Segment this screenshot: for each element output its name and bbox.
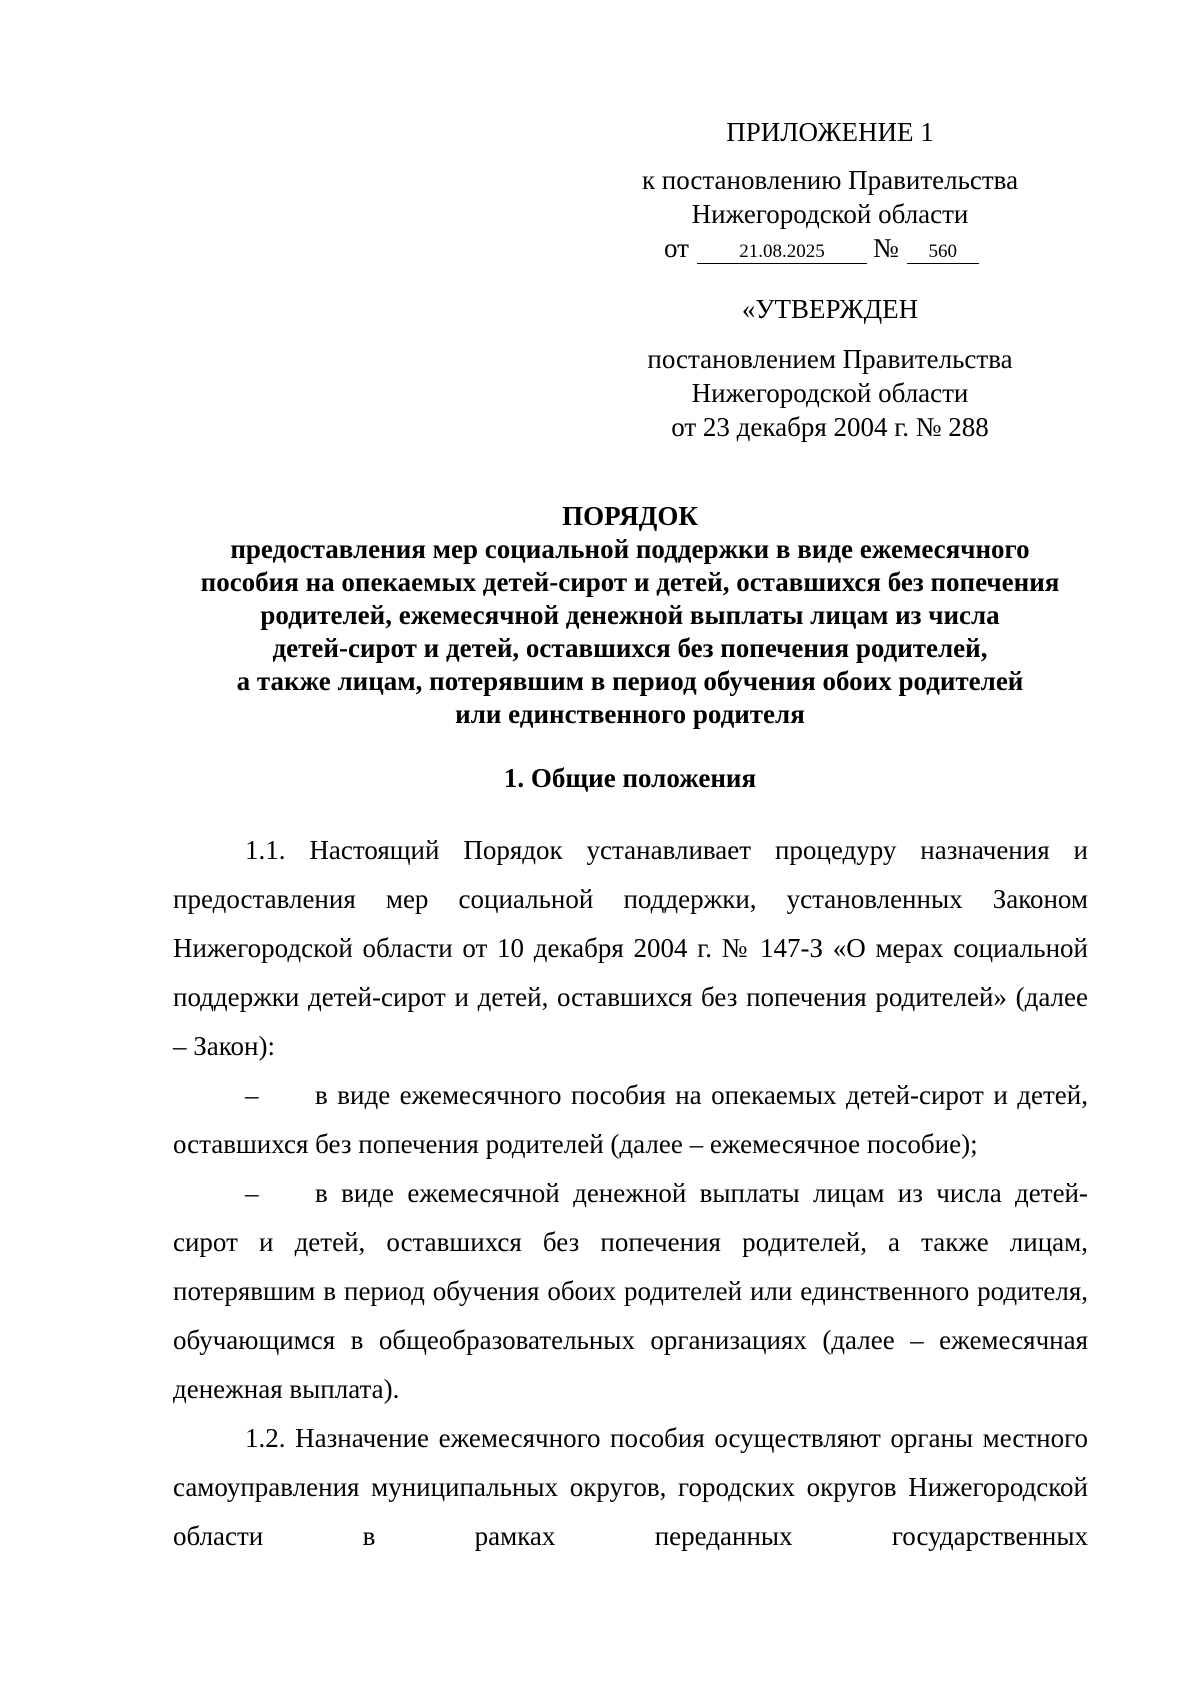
annex-title: ПРИЛОЖЕНИЕ 1 [726,117,934,147]
title-line: или единственного родителя [455,699,805,729]
paragraph-1-1: 1.1. Настоящий Порядок устанавливает процедуру назначения и предоставления мер социальной поддержки, установленных Законом Нижегородской области от 10 декабря 2004 г. № 147-З «О мерах социальной поддержки детей-сирот и детей, оставшихся без попечения родителей» (далее – Закон): [173,835,1088,1061]
dash-marker: – [245,1178,259,1208]
annex-date-row [664,231,979,265]
document-body [173,826,1088,1561]
title-line: родителей, ежемесячной денежной выплаты лицам из числа [260,600,1000,630]
approved-heading: «УТВЕРЖДЕН [741,294,919,324]
list-item [173,1071,1088,1169]
annex-reference-line1: к постановлению Правительства [641,165,1019,195]
list-item [173,1169,1088,1414]
list-item-text: в виде ежемесячного пособия на опекаемых детей-сирот и детей, оставшихся без попечения родителей (далее – ежемесячное пособие); [173,1080,1088,1159]
approved-line1: постановлением Правительства [647,344,1013,374]
paragraph-1-2: 1.2. Назначение ежемесячного пособия осуществляют органы местного самоуправления муниципальных округов, городских округов Нижегородской области в рамках переданных государственных [173,1423,1088,1551]
title-line: предоставления мер социальной поддержки в виде ежемесячного [230,534,1030,564]
annex-reference-line2: Нижегородской области [691,199,969,229]
annex-number: 560 [907,241,979,264]
approved-line3: от 23 декабря 2004 г. № 288 [671,412,989,442]
title-line: а также лицам, потерявшим в период обучения обоих родителей [236,666,1024,696]
annex-reference [620,163,1040,231]
document-title [130,500,1130,731]
approved-line2: Нижегородской области [691,378,969,408]
title-main: ПОРЯДОК [562,501,698,531]
dash-marker: – [245,1080,259,1110]
annex-number-label: № [872,233,899,263]
annex-from-label: от [664,233,689,263]
section-heading: 1. Общие положения [503,763,757,793]
approved-by [620,342,1040,444]
list-item-text: в виде ежемесячной денежной выплаты лицам из числа детей-сирот и детей, оставшихся без попечения родителей, а также лицам, потерявшим в период обучения обоих родителей или единственного родителя, обучающимся в общеобразовательных организациях (далее – ежемесячная денежная выплата). [173,1178,1088,1404]
annex-date: 21.08.2025 [697,241,867,264]
title-line: пособия на опекаемых детей-сирот и детей, оставшихся без попечения [200,567,1060,597]
title-line: детей-сирот и детей, оставшихся без попечения родителей, [272,633,988,663]
